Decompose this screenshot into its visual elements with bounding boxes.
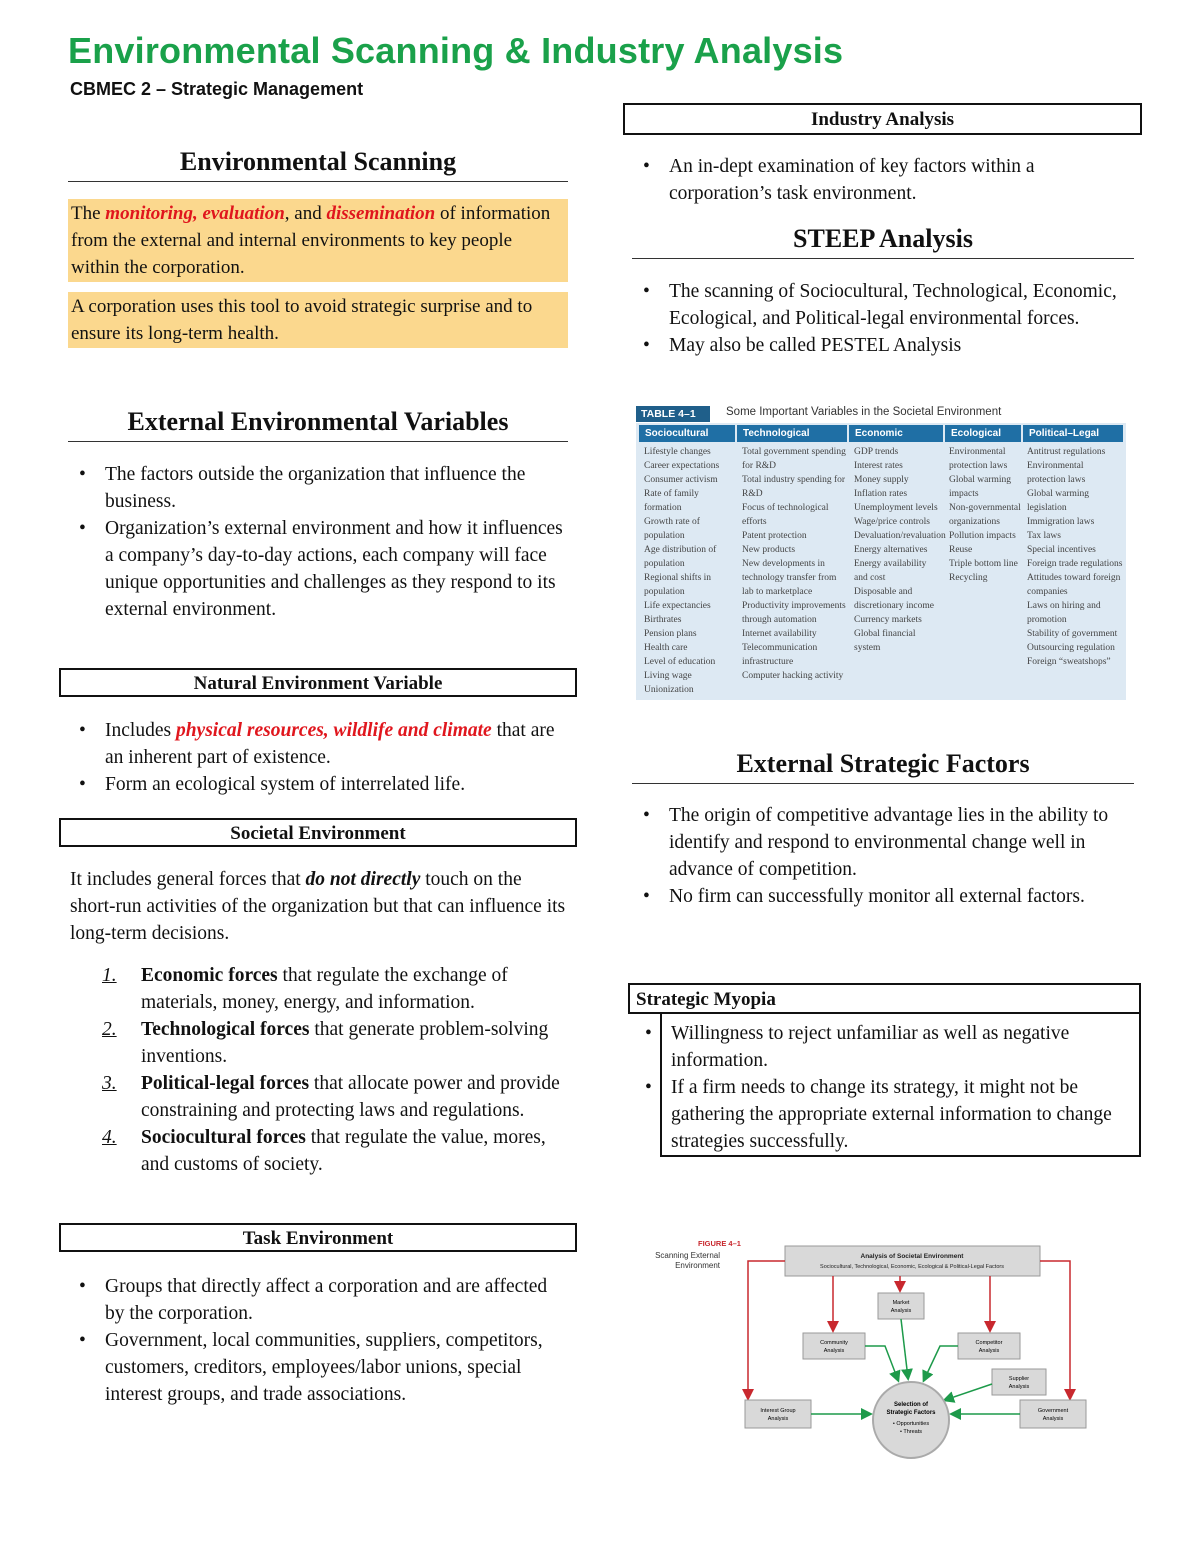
figure-caption-line2: Environment — [675, 1261, 720, 1270]
table-cell: Money supply — [854, 475, 909, 485]
table-cell: Recycling — [949, 573, 988, 583]
table-cell: Attitudes toward foreign companies — [1027, 573, 1121, 597]
government-analysis-box — [1020, 1400, 1086, 1428]
table-cell: Internet availability — [742, 629, 817, 639]
table-col-header: Economic — [849, 425, 943, 442]
table-cell: Outsourcing regulation — [1027, 643, 1115, 653]
table-cell: Growth rate of population — [644, 517, 700, 541]
community-analysis-label: Community — [820, 1340, 848, 1346]
industry-analysis-list — [632, 153, 1137, 207]
table-cell: Environmental protection laws — [1027, 461, 1086, 485]
community-analysis-label: Analysis — [823, 1348, 845, 1354]
list-item: • Government, local communities, suppliers, competitors, customers, creditors, employees/labor unions, special interest groups, and trade associations. — [68, 1327, 568, 1408]
table-col-header: Ecological — [945, 425, 1021, 442]
external-vars-list — [68, 461, 573, 623]
supplier-analysis-label: Supplier — [1008, 1376, 1030, 1382]
competitor-analysis-box — [958, 1333, 1020, 1359]
table-cell: Inflation rates — [854, 489, 908, 499]
table-cell: Career expectations — [644, 461, 720, 471]
table-cell: Stability of government — [1027, 629, 1118, 639]
government-analysis-label: Government — [1037, 1408, 1069, 1414]
external-strategic-list — [632, 802, 1137, 910]
interest-group-analysis-label: Analysis — [767, 1416, 789, 1422]
emphasis-dissemination: dissemination — [326, 203, 436, 224]
interest-group-analysis-label: Interest Group — [760, 1408, 796, 1414]
strategic-myopia-heading: Strategic Myopia — [628, 983, 1141, 1014]
table-cell: Wage/price controls — [854, 517, 930, 527]
table-cell: Immigration laws — [1027, 517, 1095, 527]
table-cell: Laws on hiring and promotion — [1027, 601, 1101, 625]
strategic-factors-label: • Threats — [900, 1429, 922, 1435]
external-strategic-heading: External Strategic Factors — [632, 749, 1134, 784]
strategic-factors-label: • Opportunities — [892, 1421, 930, 1427]
societal-variables-table — [636, 403, 1126, 700]
list-item: • An in-dept examination of key factors within a corporation’s task environment. — [632, 153, 1137, 207]
table-cell: Pollution impacts — [949, 531, 1016, 541]
emphasis-do-not-directly: do not directly — [305, 869, 421, 890]
market-analysis-label: Market — [892, 1300, 910, 1306]
societal-forces-list — [104, 962, 574, 1178]
list-item: • If a firm needs to change its strategy, it might not be gathering the appropriate external information to change strategies successfully. — [634, 1074, 1129, 1155]
list-item: • Groups that directly affect a corporation and are affected by the corporation. — [68, 1273, 568, 1327]
table-cell: Health care — [644, 643, 688, 653]
societal-analysis-subtitle: Sociocultural, Technological, Economic, Ecological & Political-Legal Factors — [820, 1264, 1004, 1270]
table-cell: Interest rates — [854, 461, 903, 471]
government-analysis-label: Analysis — [1042, 1416, 1064, 1422]
strategic-myopia-list — [634, 1020, 1129, 1155]
list-item: • May also be called PESTEL Analysis — [632, 332, 1137, 359]
table-cell: Unemployment levels — [854, 503, 938, 513]
table-cell: Productivity improvements through automation — [742, 601, 846, 625]
table-cell: Total government spending for R&D — [742, 447, 846, 471]
table-column-ecological — [949, 445, 1021, 585]
natural-env-list — [68, 717, 573, 798]
table-cell: Disposable and discretionary income — [854, 587, 934, 611]
competitor-analysis-label: Competitor — [975, 1340, 1003, 1346]
table-cell: Pension plans — [644, 629, 697, 639]
list-item: • Includes physical resources, wildlife and climate that are an inherent part of existence. — [68, 717, 573, 771]
table-label: TABLE 4–1 — [636, 406, 710, 422]
industry-analysis-heading: Industry Analysis — [623, 103, 1142, 135]
societal-analysis-title: Analysis of Societal Environment — [860, 1253, 964, 1260]
table-cell: Level of education — [644, 657, 716, 667]
table-cell: Total industry spending for R&D — [742, 475, 846, 499]
table-cell: Global financial system — [854, 629, 916, 653]
table-cell: Non-governmental organizations — [949, 503, 1021, 527]
societal-env-intro: It includes general forces that do not directly touch on the short-run activities of the organization but that can influence its long-term decisions. — [70, 869, 566, 944]
list-item: • The factors outside the organization that influence the business. — [68, 461, 573, 515]
scanning-external-environment-figure — [640, 1238, 1100, 1468]
table-cell: Energy alternatives — [854, 545, 928, 555]
table-cell: Birthrates — [644, 615, 682, 625]
strategic-factors-label: Selection of — [893, 1402, 929, 1408]
page-subtitle: CBMEC 2 – Strategic Management — [70, 79, 364, 99]
strategic-factors-label: Strategic Factors — [886, 1410, 936, 1416]
table-cell: Triple bottom line — [949, 559, 1018, 569]
steep-list — [632, 278, 1137, 359]
table-cell: Foreign trade regulations — [1027, 559, 1123, 569]
table-cell: Age distribution of population — [644, 545, 717, 569]
table-cell: New developments in technology transfer from lab to marketplace — [742, 559, 837, 597]
strategic-myopia-box — [660, 1012, 1141, 1157]
table-col-header: Political–Legal — [1023, 425, 1123, 442]
table-cell: Computer hacking activity — [742, 671, 844, 681]
competitor-analysis-label: Analysis — [978, 1348, 1000, 1354]
societal-analysis-box — [785, 1246, 1040, 1276]
table-cell: Consumer activism — [644, 475, 718, 485]
page-title: Environmental Scanning & Industry Analysis — [68, 30, 844, 71]
strategic-factors-circle — [873, 1382, 949, 1458]
table-cell: Life expectancies — [644, 601, 711, 611]
table-cell: Devaluation/revaluation — [854, 531, 946, 541]
table-cell: New products — [742, 545, 796, 555]
table-cell: Environmental protection laws — [949, 447, 1008, 471]
market-analysis-label: Analysis — [890, 1308, 912, 1314]
table-cell: Foreign “sweatshops” — [1027, 657, 1111, 667]
table-cell: Special incentives — [1027, 545, 1096, 555]
interest-group-analysis-box — [745, 1400, 811, 1428]
table-cell: Reuse — [949, 545, 973, 555]
list-item: • Willingness to reject unfamiliar as well as negative information. — [634, 1020, 1129, 1074]
community-analysis-box — [803, 1333, 865, 1359]
table-cell: Rate of family formation — [644, 489, 699, 513]
table-column-technological — [742, 445, 846, 683]
table-cell: GDP trends — [854, 447, 899, 457]
external-vars-heading: External Environmental Variables — [68, 407, 568, 442]
table-cell: Focus of technological efforts — [742, 503, 829, 527]
table-column-political-legal — [1027, 445, 1123, 669]
table-cell: Currency markets — [854, 615, 922, 625]
list-item: • No firm can successfully monitor all external factors. — [632, 883, 1137, 910]
supplier-analysis-box — [992, 1369, 1046, 1395]
env-scanning-definition: The monitoring, evaluation, and dissemination of information from the external and internal environments to key people within the corporation. — [68, 199, 568, 282]
market-analysis-box — [878, 1293, 924, 1319]
table-cell: Antitrust regulations — [1027, 447, 1106, 457]
list-item: 3. Political-legal forces that allocate power and provide constraining and protecting laws and regulations. — [102, 1073, 560, 1121]
list-item: • The origin of competitive advantage lies in the ability to identify and respond to environmental change well in advance of competition. — [632, 802, 1137, 883]
table-cell: Global warming legislation — [1027, 489, 1090, 513]
steep-heading: STEEP Analysis — [632, 224, 1134, 259]
table-cell: Global warming impacts — [949, 475, 1012, 499]
table-cell: Unionization — [644, 685, 694, 695]
table-cell: Patent protection — [742, 531, 807, 541]
list-item: 1. Economic forces that regulate the exchange of materials, money, energy, and information. — [102, 965, 508, 1013]
task-env-heading: Task Environment — [59, 1223, 577, 1252]
task-env-list — [68, 1273, 568, 1408]
table-cell: Telecommunication infrastructure — [742, 643, 818, 667]
table-cell: Regional shifts in population — [644, 573, 712, 597]
table-cell: Living wage — [644, 671, 692, 681]
figure-label: FIGURE 4–1 — [698, 1239, 741, 1248]
table-caption: Some Important Variables in the Societal Environment — [726, 406, 1002, 418]
table-col-header: Sociocultural — [639, 425, 735, 442]
emphasis-monitoring: monitoring, evaluation — [105, 203, 285, 224]
natural-env-heading: Natural Environment Variable — [59, 668, 577, 697]
env-scanning-heading: Environmental Scanning — [68, 147, 568, 182]
env-scanning-purpose: A corporation uses this tool to avoid strategic surprise and to ensure its long-term health. — [68, 292, 568, 348]
societal-env-heading: Societal Environment — [59, 818, 577, 847]
table-column-sociocultural — [644, 445, 734, 697]
list-item: 4. Sociocultural forces that regulate the value, mores, and customs of society. — [102, 1127, 546, 1175]
list-item: • Organization’s external environment and how it influences a company’s day-to-day actions, each company will face unique opportunities and challenges as they respond to its external environment. — [68, 515, 573, 623]
list-item: 2. Technological forces that generate problem-solving inventions. — [102, 1019, 549, 1067]
list-item: • Form an ecological system of interrelated life. — [68, 771, 573, 798]
emphasis-physical-resources: physical resources, wildlife and climate — [175, 720, 492, 741]
table-cell: Energy availability and cost — [854, 559, 927, 583]
table-col-header: Technological — [737, 425, 847, 442]
figure-caption-line1: Scanning External — [655, 1251, 720, 1260]
table-cell: Tax laws — [1027, 531, 1061, 541]
list-item: • The scanning of Sociocultural, Technological, Economic, Ecological, and Political-legal environmental forces. — [632, 278, 1137, 332]
supplier-analysis-label: Analysis — [1008, 1384, 1030, 1390]
table-cell: Lifestyle changes — [644, 447, 711, 457]
table-column-economic — [854, 445, 946, 655]
